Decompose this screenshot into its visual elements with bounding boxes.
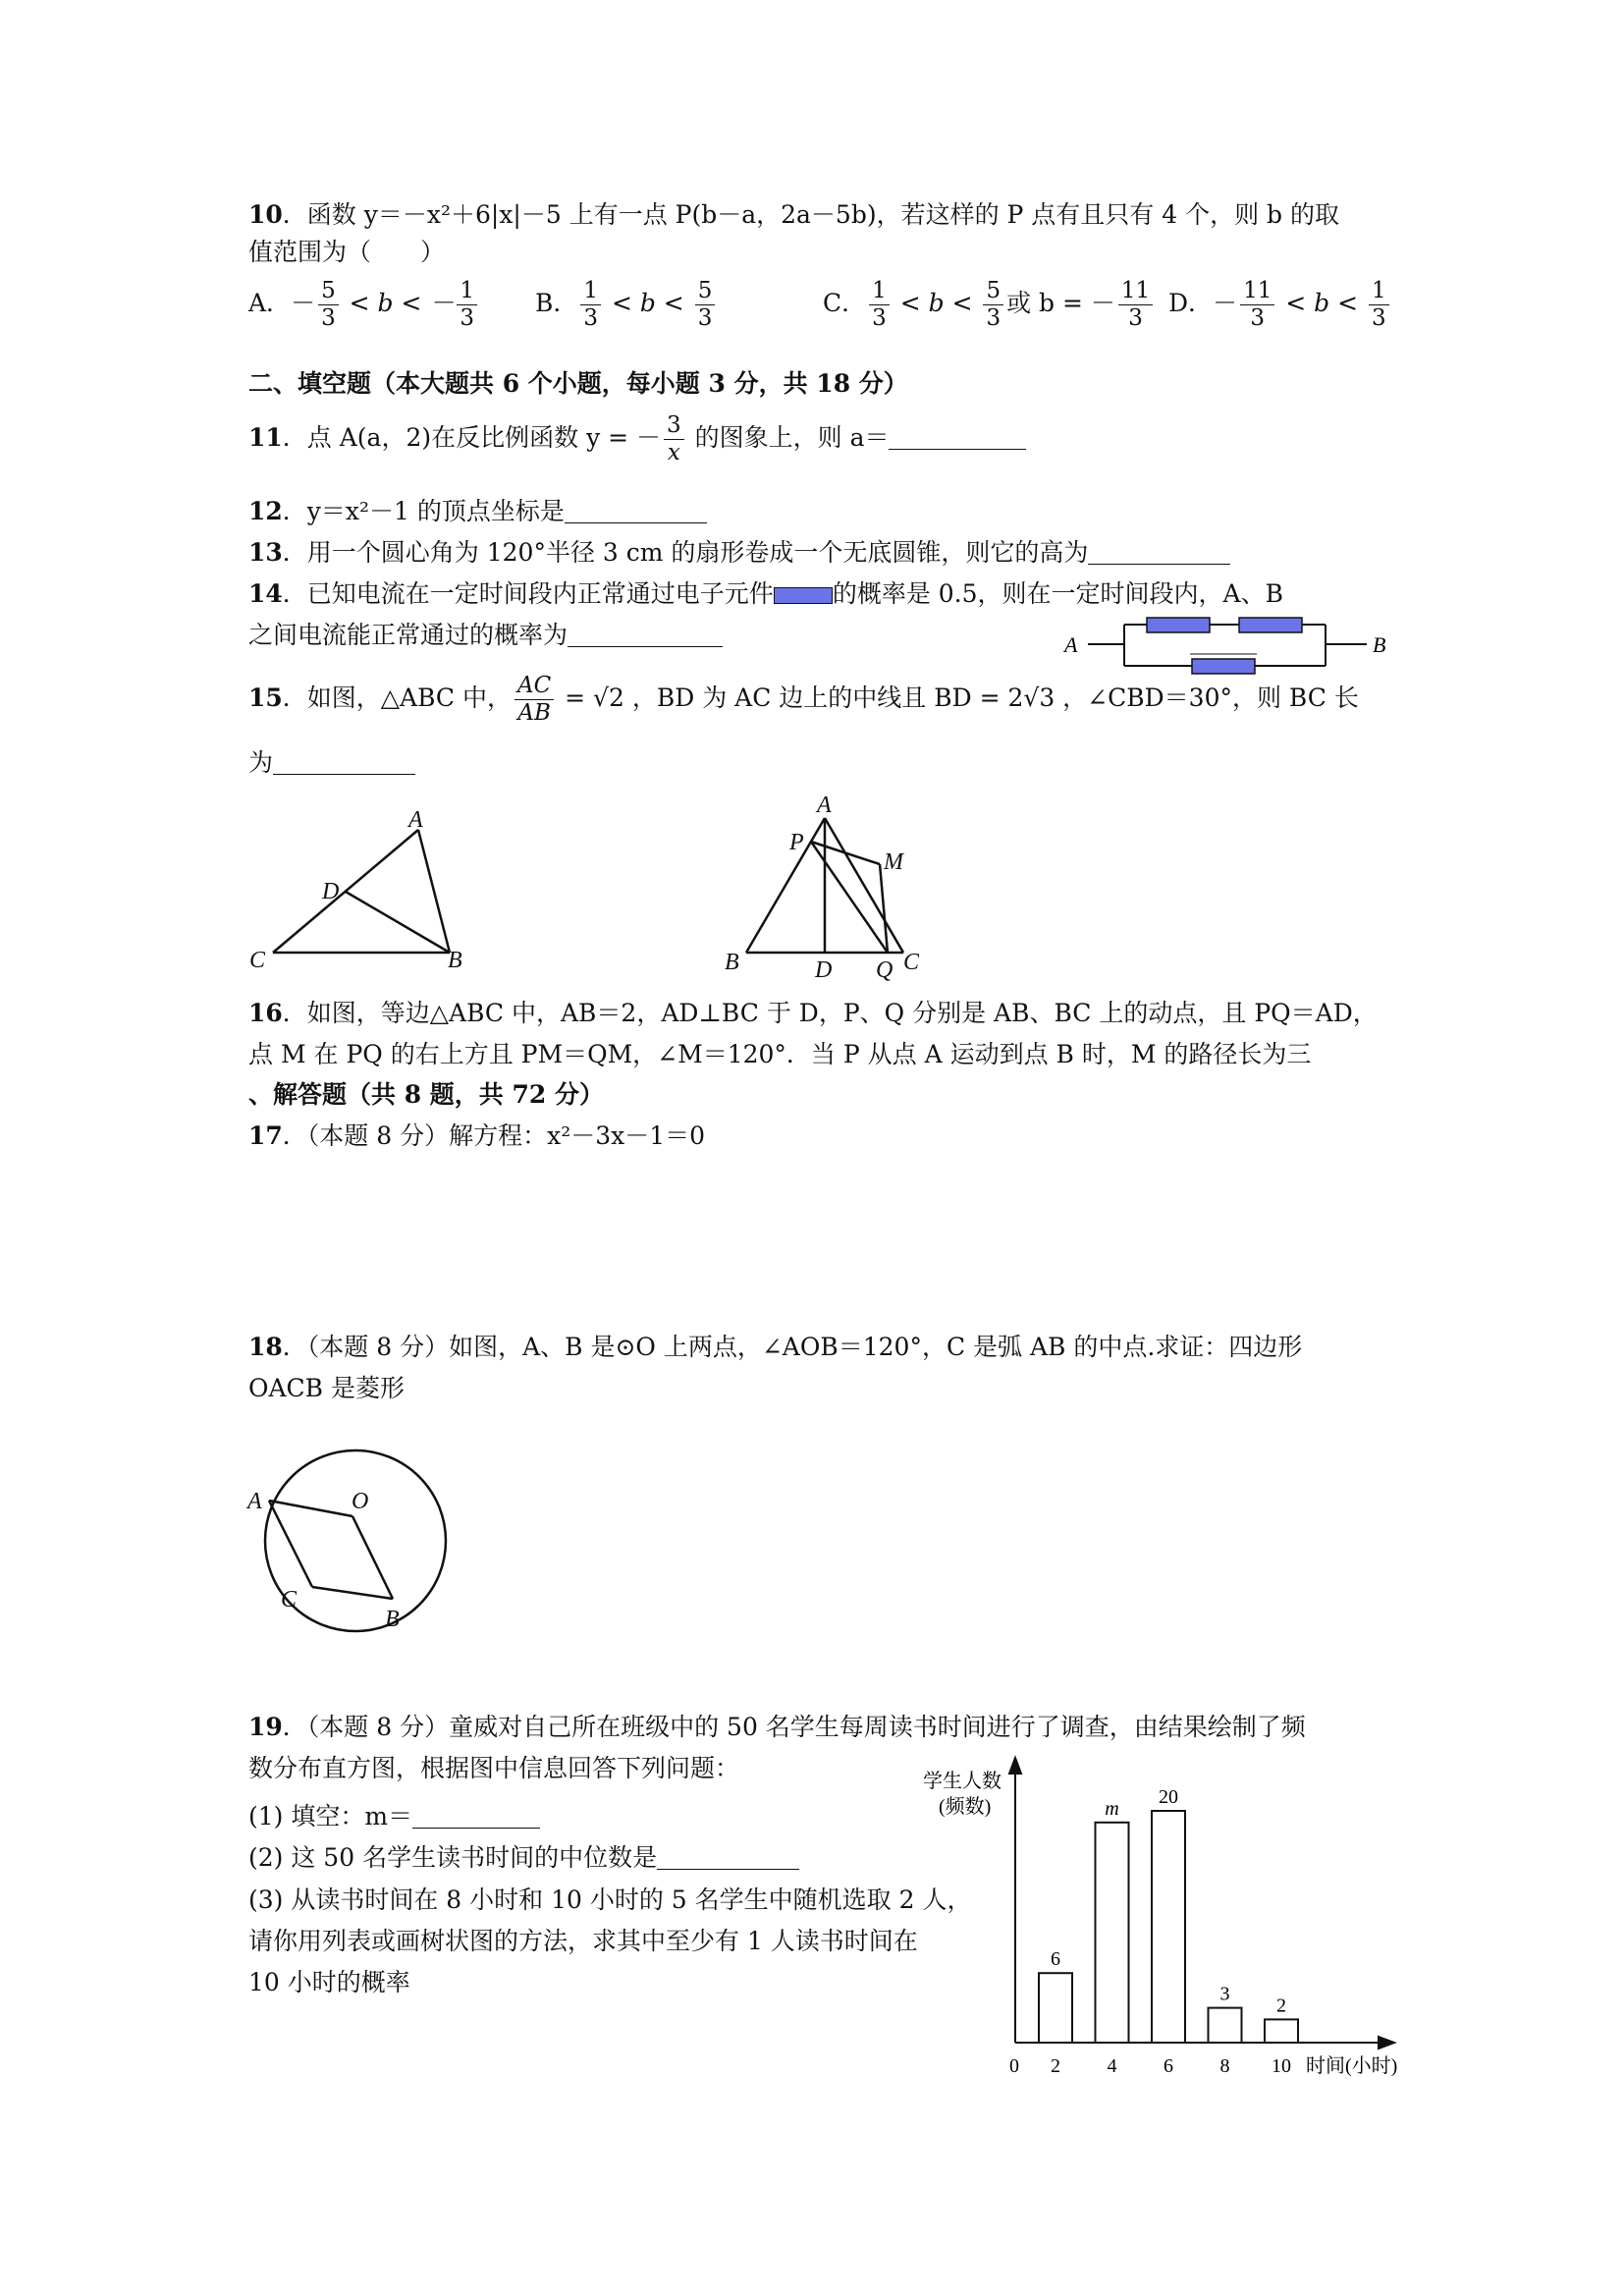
circuit-label-a: A (1064, 632, 1078, 657)
q10-option-a[interactable]: A．－ $\frac{5}{3}$ < b < － $\frac{1}{3}$ (248, 278, 480, 332)
q18-line2: OACB 是菱形 (248, 1374, 405, 1402)
q12: 12．y＝x²－1 的顶点坐标是 (248, 495, 707, 528)
bar-value-label: m (1105, 1797, 1119, 1820)
fraction: $\frac{11}{3}$ (1118, 278, 1153, 332)
x-tick-label: 10 (1272, 2055, 1291, 2077)
figure-q18-circle (244, 1444, 460, 1640)
y-axis-label: 学生人数 (923, 1771, 1001, 1792)
q19-part2: (2) 这 50 名学生读书时间的中位数是 (248, 1841, 799, 1875)
label-c: C (281, 1587, 298, 1612)
figure-q16-triangle (717, 791, 943, 987)
q19-part3-line2: 请你用列表或画树状图的方法，求其中至少有 1 人读书时间在 (248, 1927, 918, 1955)
q19-line1: 19．（本题 8 分）童威对自己所在班级中的 50 名学生每周读书时间进行了调查，由结果绘制了频 (248, 1713, 1306, 1741)
q12-answer-blank[interactable] (565, 497, 707, 523)
x-tick-label: 4 (1107, 2055, 1117, 2077)
q10-option-b[interactable]: B． $\frac{1}{3}$ < b < $\frac{5}{3}$ (535, 278, 718, 332)
label-p: P (789, 830, 804, 855)
fraction: $\frac{AC}{AB}$ (514, 673, 554, 727)
label-c: C (249, 948, 266, 973)
y-axis-label-2: (频数) (939, 1796, 992, 1818)
origin-label: 0 (1009, 2055, 1019, 2077)
histogram-bar (1039, 1973, 1072, 2043)
figure-q15-triangle (236, 800, 491, 977)
fraction: $\frac{3}{x}$ (664, 412, 684, 466)
fraction: $\frac{5}{3}$ (695, 278, 716, 332)
q19-part3-line3: 10 小时的概率 (248, 1968, 410, 1996)
q15-line2: 为 (248, 746, 415, 780)
section-3-heading: 、解答题（共 8 题，共 72 分） (248, 1080, 605, 1109)
q17: 17．（本题 8 分）解方程：x²－3x－1＝0 (248, 1121, 706, 1150)
q19-line2: 数分布直方图，根据图中信息回答下列问题： (248, 1754, 740, 1782)
label-o: O (352, 1489, 369, 1514)
q14-answer-blank[interactable] (568, 621, 723, 647)
q19-part1-answer-blank[interactable] (412, 1802, 540, 1829)
x-tick-label: 6 (1164, 2055, 1173, 2077)
q19-part2-answer-blank[interactable] (657, 1843, 799, 1870)
resistor-icon (774, 587, 833, 604)
q10-text: ．函数 y＝－x²＋6|x|－5 上有一点 P(b－a，2a－5b)，若这样的 P 点有且只有 4 个，则 b 的取 (282, 200, 1340, 229)
q14-line1: 14．已知电流在一定时间段内正常通过电子元件 的概率是 0.5，则在一定时间段内，A、B (248, 579, 1283, 608)
q15-line1: 15．如图，△ABC 中， $\frac{AC}{AB}$ = √2 ，BD 为 AC 边上的中线且 BD = 2√3 ，∠CBD＝30°，则 BC 长 (248, 673, 1359, 726)
q11-answer-blank[interactable] (889, 423, 1026, 450)
q10-line2: 值范围为（ ） (248, 238, 446, 266)
resistor-icon (1239, 618, 1302, 632)
bar-value-label: 20 (1159, 1786, 1178, 1808)
label-d: D (322, 879, 340, 904)
q18-line1: 18．（本题 8 分）如图，A、B 是⊙O 上两点，∠AOB＝120°，C 是弧 AB 的中点.求证：四边形 (248, 1333, 1303, 1361)
section-2-heading: 二、填空题（本大题共 6 个小题，每小题 3 分，共 18 分） (248, 369, 908, 398)
q14-line2: 之间电流能正常通过的概率为 (248, 619, 723, 652)
label-m: M (884, 849, 903, 875)
fraction: $\frac{5}{3}$ (983, 278, 1003, 332)
q10-option-c[interactable]: C． $\frac{1}{3}$ < b < $\frac{5}{3}$ 或 b = － $\frac{11}{3}$ (823, 278, 1156, 332)
q16-line1: 16．如图，等边△ABC 中，AB＝2，AD⊥BC 于 D，P、Q 分别是 AB、BC 上的动点，且 PQ＝AD， (248, 999, 1378, 1027)
histogram-bar (1096, 1823, 1129, 2043)
label-b: B (385, 1607, 400, 1632)
q11: 11．点 A(a，2)在反比例函数 y = － $\frac{3}{x}$ 的图象上，则 a＝ (248, 412, 1026, 466)
label-d: D (815, 957, 833, 983)
resistor-icon (1147, 618, 1210, 632)
q10-number: 10 (248, 200, 283, 229)
q19-part3-line1: (3) 从读书时间在 8 小时和 10 小时的 5 名学生中随机选取 2 人， (248, 1885, 972, 1914)
circuit-label-b: B (1373, 632, 1386, 657)
fraction: $\frac{1}{3}$ (580, 278, 601, 332)
fraction: $\frac{11}{3}$ (1240, 278, 1274, 332)
label-a: A (408, 807, 423, 833)
fraction: $\frac{1}{3}$ (1369, 278, 1389, 332)
label-a: A (817, 792, 832, 818)
q10-line1 (248, 198, 1339, 232)
histogram-bar (1209, 2008, 1242, 2043)
label-b: B (725, 950, 739, 975)
histogram-bar (1265, 2019, 1298, 2043)
bar-value-label: 2 (1276, 1994, 1286, 2017)
histogram-bar (1152, 1811, 1185, 2043)
label-c: C (903, 950, 920, 975)
label-q: Q (876, 957, 893, 983)
resistor-icon (1192, 659, 1255, 674)
bar-value-label: 6 (1051, 1948, 1060, 1971)
fraction: $\frac{1}{3}$ (457, 278, 477, 332)
q13-answer-blank[interactable] (1088, 538, 1230, 565)
label-a: A (247, 1489, 262, 1514)
bar-value-label: 3 (1219, 1983, 1230, 2005)
q16-line2: 点 M 在 PQ 的右上方且 PM＝QM，∠M＝120°．当 P 从点 A 运动到点 B 时，M 的路径长为三 (248, 1040, 1312, 1068)
q10-option-d[interactable]: D．－ $\frac{11}{3}$ < b < $\frac{1}{3}$ (1168, 278, 1392, 332)
fraction: $\frac{5}{3}$ (318, 278, 339, 332)
q13: 13．用一个圆心角为 120°半径 3 cm 的扇形卷成一个无底圆锥，则它的高为 (248, 536, 1230, 570)
histogram-chart (913, 1748, 1424, 2092)
x-tick-label: 8 (1219, 2055, 1230, 2077)
label-b: B (448, 948, 462, 973)
x-axis-label: 时间(小时) (1306, 2055, 1398, 2077)
fraction: $\frac{1}{3}$ (869, 278, 890, 332)
q19-part1: (1) 填空：m＝ (248, 1800, 540, 1833)
x-tick-label: 2 (1051, 2055, 1060, 2077)
q15-answer-blank[interactable] (273, 748, 415, 775)
